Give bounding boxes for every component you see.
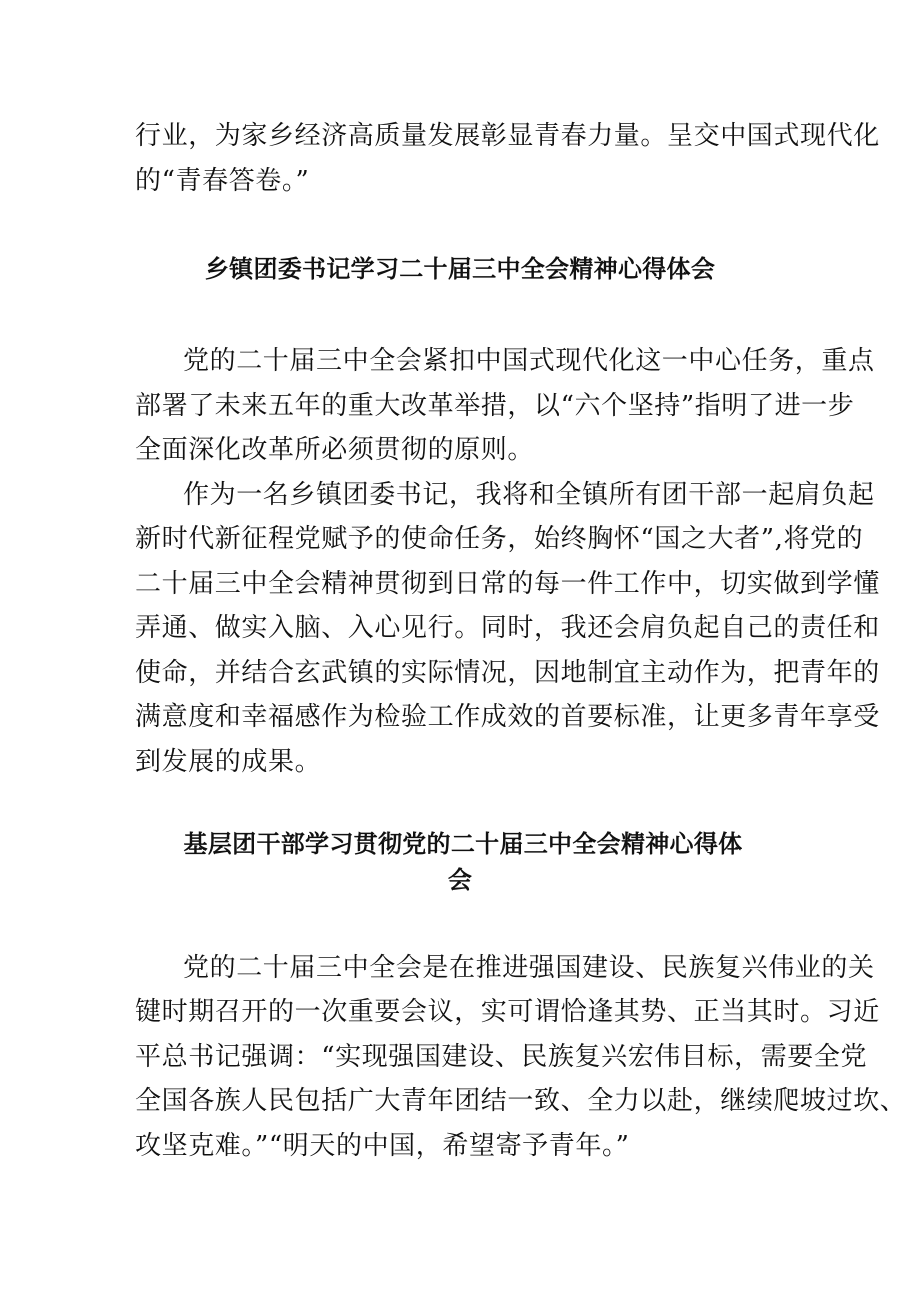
body-text-line: 二十届三中全会精神贯彻到日常的每一件工作中，切实做到学懂 (135, 569, 880, 599)
section-title-continuation: 会 (447, 866, 473, 894)
paragraph-first-line: 党的二十届三中全会是在推进强国建设、民族复兴伟业的关 (183, 953, 875, 983)
body-text-line: 平总书记强调：“实现强国建设、民族复兴宏伟目标，需要全党 (135, 1042, 868, 1072)
body-text-line: 使命，并结合玄武镇的实际情况，因地制宜主动作为，把青年的 (135, 658, 880, 688)
body-text-line: 行业，为家乡经济高质量发展彰显青春力量。呈交中国式现代化 (135, 121, 880, 151)
body-text-line: 新时代新征程党赋予的使命任务，始终胸怀“国之大者”,将党的 (135, 524, 864, 554)
body-text-line: 到发展的成果。 (135, 747, 322, 777)
body-text-line: 部署了未来五年的重大改革举措，以“六个坚持”指明了进一步 (135, 391, 855, 421)
body-text-line: 全面深化改革所必须贯彻的原则。 (135, 435, 535, 465)
section-title: 基层团干部学习贯彻党的二十届三中全会精神心得体 (183, 830, 743, 858)
body-text-line: 键时期召开的一次重要会议，实可谓恰逢其势、正当其时。习近 (135, 997, 880, 1027)
paragraph-first-line: 作为一名乡镇团委书记，我将和全镇所有团干部一起肩负起 (183, 480, 875, 510)
body-text-line: 弄通、做实入脑、入心见行。同时，我还会肩负起自己的责任和 (135, 613, 880, 643)
body-text-line: 满意度和幸福感作为检验工作成效的首要标准，让更多青年享受 (135, 702, 880, 732)
body-text-line: 全国各族人民包括广大青年团结一致、全力以赴，继续爬坡过坎、 (135, 1086, 907, 1116)
paragraph-first-line: 党的二十届三中全会紧扣中国式现代化这一中心任务，重点 (183, 346, 875, 376)
body-text-line: 攻坚克难。”“明天的中国，希望寄予青年。” (135, 1131, 630, 1161)
body-text-line: 的“青春答卷。” (135, 166, 310, 196)
section-title: 乡镇团委书记学习二十届三中全会精神心得体会 (204, 255, 716, 283)
